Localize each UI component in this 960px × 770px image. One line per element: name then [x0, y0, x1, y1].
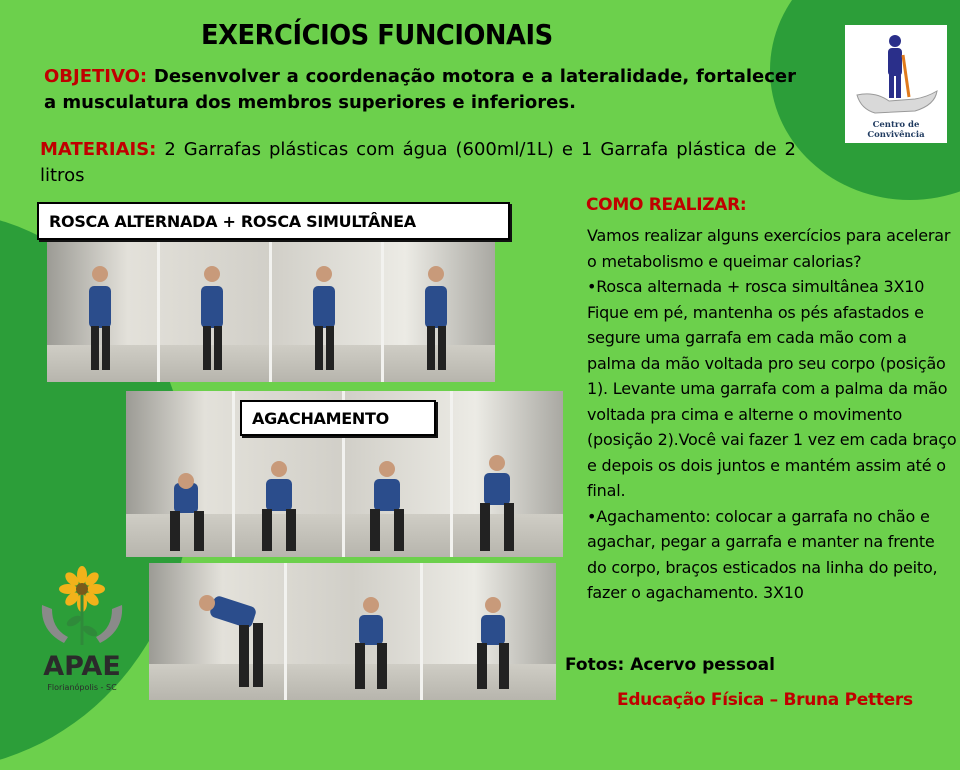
- materials-label: MATERIAIS:: [40, 139, 157, 160]
- flower-hands-icon: [30, 565, 134, 651]
- elderly-person-hand-icon: [845, 25, 947, 125]
- apae-subtitle: Florianópolis - SC: [47, 683, 117, 692]
- objective-paragraph: [44, 64, 796, 116]
- centro-convivencia-logo: [845, 25, 947, 143]
- objective-label: OBJETIVO:: [44, 66, 148, 87]
- squat-sequence-photos: [149, 563, 556, 700]
- how-to-body: [587, 223, 957, 606]
- how-to-squat: •Agachamento: colocar a garrafa no chão e agachar, pegar a garrafa e manter na frente do corpo, braços esticados na linha do peito, fazer o agachamento. 3X10: [587, 506, 938, 602]
- curl-label: ROSCA ALTERNADA + ROSCA SIMULTÂNEA: [37, 202, 510, 240]
- apae-name: APAE: [43, 651, 121, 682]
- squat-sequence-figures: [149, 563, 556, 700]
- how-to-curl: •Rosca alternada + rosca simultânea 3X10 Fique em pé, mantenha os pés afastados e segure uma garrafa em cada mão com a palma da mão voltada pro seu corpo (posição 1). Levante uma garrafa com a palma da mão voltada pra cima e alterne o movimento (posição 2).Você vai fazer 1 vez em cada braço e depois os dois juntos e mantém assim até o final.: [587, 277, 957, 500]
- apae-logo: [30, 565, 134, 700]
- curl-figures: [47, 238, 495, 382]
- centro-convivencia-caption: Centro de Convivência: [867, 120, 925, 140]
- curl-photos: [47, 238, 495, 382]
- photo-credit: Fotos: Acervo pessoal: [565, 655, 775, 675]
- materials-paragraph: [40, 137, 796, 189]
- materials-text: 2 Garrafas plásticas com água (600ml/1L) e 1 Garrafa plástica de 2 litros: [40, 139, 796, 186]
- how-to-intro: Vamos realizar alguns exercícios para acelerar o metabolismo e queimar calorias?: [587, 226, 951, 271]
- objective-text: Desenvolver a coordenação motora e a lateralidade, fortalecer a musculatura dos membros superiores e inferiores.: [44, 66, 796, 113]
- page-title: EXERCÍCIOS FUNCIONAIS: [201, 18, 553, 51]
- how-to-heading: COMO REALIZAR:: [586, 195, 747, 215]
- squat-label: AGACHAMENTO: [240, 400, 436, 436]
- author-credit: Educação Física – Bruna Petters: [617, 690, 913, 710]
